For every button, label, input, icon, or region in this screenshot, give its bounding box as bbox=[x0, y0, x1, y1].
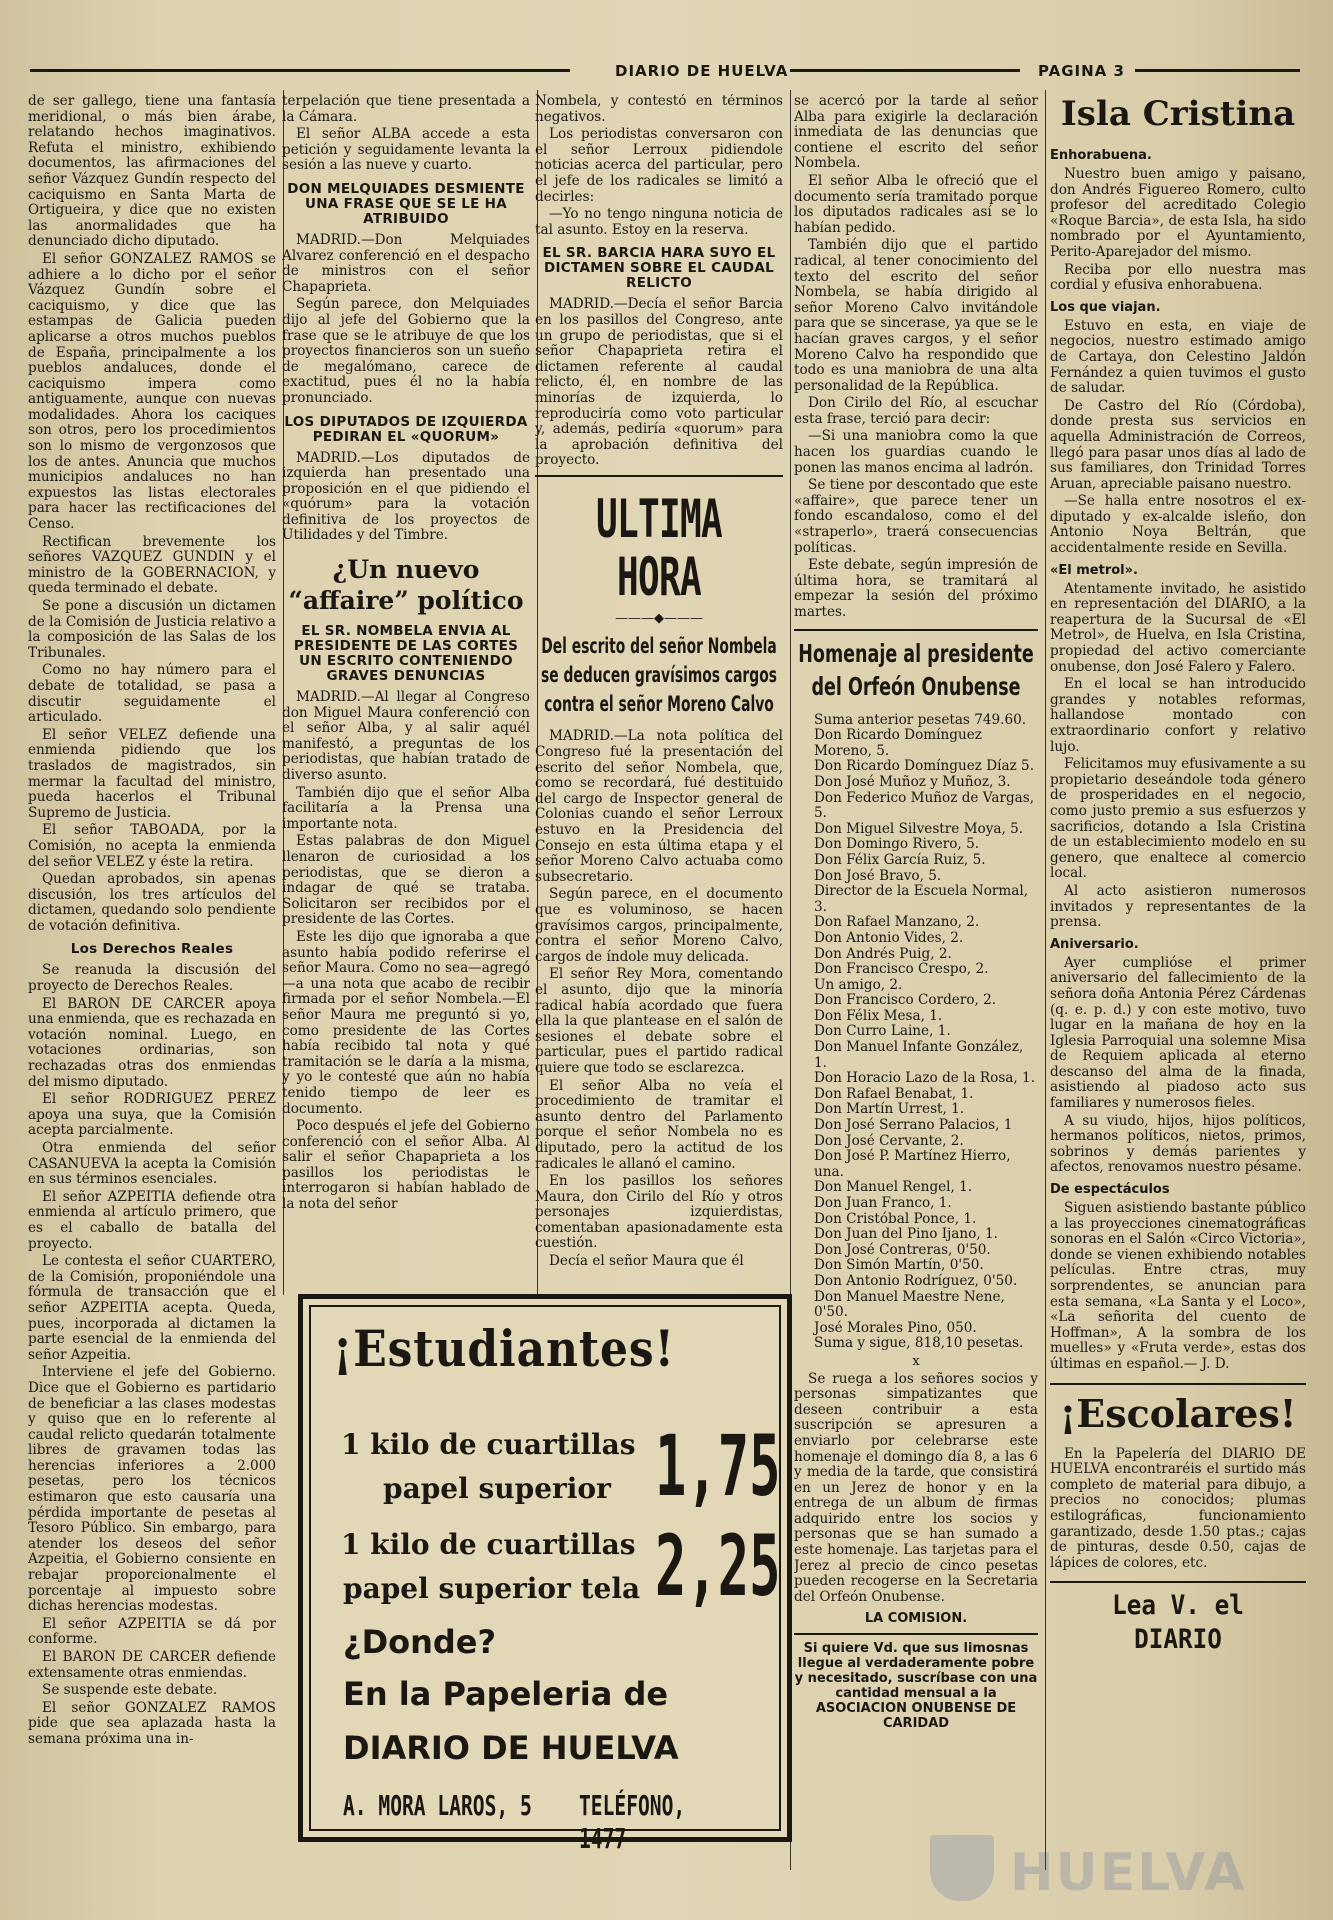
donor-line: Don Miguel Silvestre Moya, 5. bbox=[814, 820, 1024, 837]
donor-line: Don Manuel Rengel, 1. bbox=[814, 1179, 973, 1196]
col5-paragraph: Al acto asistieron numerosos invitados y representantes de la prensa. bbox=[1050, 882, 1306, 931]
col5-paragraph: De Castro del Río (Córdoba), donde presta sus servicios en aquella Administración de Correos, llegó para pasar unos días al lado de sus familiares, don Trinidad Torres Aruan, apreciable paisano nuestro. bbox=[1050, 397, 1306, 492]
donor-line: Don Martín Urrest, 1. bbox=[814, 1101, 965, 1118]
donor-line: Don Federico Muñoz de Vargas, 5. bbox=[814, 789, 1035, 822]
column-2 bbox=[282, 94, 530, 1289]
donor-line: Don Horacio Lazo de la Rosa, 1. bbox=[814, 1070, 1036, 1087]
ornament-divider: ———◆——— bbox=[615, 610, 703, 626]
section-title: Isla Cristina bbox=[1060, 94, 1296, 134]
col2-paragraph: Poco después el jefe del Gobierno conferenció con el señor Alba. Al salir el señor Chapaprieta a los pasillos los periodistas le interrogaron si habían hablado de la nota del señor bbox=[282, 1118, 530, 1213]
col1-paragraph: El señor AZPEITIA se dá por conforme. bbox=[28, 1615, 276, 1648]
col1-paragraph: Se pone a discusión un dictamen de la Comisión de Justicia relativo a la composición de las Salas de los Tribunales. bbox=[28, 598, 276, 661]
donor-line: Don Rafael Benabat, 1. bbox=[814, 1085, 974, 1102]
donor-line: Director de la Escuela Normal, 3. bbox=[814, 883, 1029, 915]
ad-where: ¿Donde? bbox=[343, 1623, 497, 1661]
col1-paragraph: Se suspende este debate. bbox=[42, 1682, 218, 1699]
col3-paragraph: Decía el señor Maura que él bbox=[549, 1253, 744, 1270]
col3-paragraph: Los periodistas conversaron con el señor Lerroux pidiendole noticias acerca del particular, pero el jefe de los radicales se limitó a decirles: bbox=[535, 126, 783, 205]
donor-line: Don Ricardo Domínguez Moreno, 5. bbox=[814, 727, 982, 759]
article-headline: Homenaje al presidente del Orfeón Onubense bbox=[798, 638, 1034, 701]
donor-line: Don José Bravo, 5. bbox=[814, 867, 942, 884]
shield-icon bbox=[930, 1835, 994, 1901]
ad-price-2: 2,25 bbox=[655, 1517, 781, 1615]
donor-line: Don José P. Martínez Hierro, una. bbox=[814, 1148, 1011, 1180]
col5-paragraph: Ayer cumplióse el primer aniversario del fallecimiento de la señora doña Antonia Pérez Cárdenas (q. e. p. d.) y con este motivo, tuvo lugar en la mañana de hoy en la Iglesia Parroquial una solemne Misa de Requiem aplicada al eterno descanso del alma de la finada, asistiendo al piadoso acto sus familiares y numerosos fieles. bbox=[1050, 954, 1306, 1112]
col1-paragraph: de ser gallego, tiene una fantasía meridional, o más bien árabe, relatando hechos imaginativos. Refuta el ministro, exhibiendo documentos, las afirmaciones del señor Vázquez Gundín respecto del caciquismo en Santa Marta de Ortigueira, y dice que no existen las anormalidades que ha denunciado dicho diputado. bbox=[28, 94, 276, 250]
donor-list bbox=[794, 713, 1038, 1352]
donor-line: Don José Serrano Palacios, 1 bbox=[814, 1117, 1013, 1134]
section-heading: Los que viajan. bbox=[1050, 299, 1161, 315]
donor-line: Don Manuel Infante González, 1. bbox=[814, 1039, 1024, 1071]
ad-phone: TELÉFONO, 1477 bbox=[579, 1789, 686, 1855]
col4-paragraph: Se ruega a los señores socios y personas simpatizantes que deseen contribuir a esta suscripción se apresuren a enviarlo por celebrarse este homenaje el domingo día 8, a las 6 y media de la tarde, que consistirá en un Jerez de honor y en la entrega de un album de firmas adquirido entre los socios y personas que se han sumado a este homenaje. Las tarjetas para el Jerez al precio de cinco pesetas pueden recogerse en la Secretaria del Orfeón Onubense. bbox=[794, 1370, 1038, 1605]
col1-paragraph: Quedan aprobados, sin apenas discusión, los tres artículos del dictamen, quedando solo pendiente de votación definitiva. bbox=[28, 871, 276, 934]
cross-mark: x bbox=[912, 1353, 920, 1369]
col5-paragraph: Felicitamos muy efusivamente a su propietario deseándole toda género de prosperidades en el negocio, como justo premio a sus esfuerzos y sacrificios, dotando a Isla Cristina de un establecimiento modelo en su genero, que enaltece al comercio local. bbox=[1050, 756, 1306, 882]
section-heading: De espectáculos bbox=[1050, 1182, 1170, 1198]
col1-paragraph: Interviene el jefe del Gobierno. Dice que el Gobierno es partidario de beneficiar a las clases modestas y quiso que en lo referente al caudal relicto quedarán totalmente libres de gravamen todas las herencias inferiores a 2.000 pesetas, pero los técnicos estimaron que esto causaría una pérdida importante de pesetas al Tesoro Público. Sin embargo, para atender los deseos del señor Azpeitia, el Gobierno consiente en rebajar proporcionalmente el porcentaje al impuesto sobre dichas herencias modestas. bbox=[28, 1364, 276, 1615]
col5-paragraph: Estuvo en esta, en viaje de negocios, nuestro estimado amigo de Cartaya, don Celestino Jaldón Fernández a quien tuvimos el gusto de saludar. bbox=[1050, 317, 1306, 397]
col4-paragraph: —Si una maniobra como la que hacen los guardias cuando le ponen las manos encima al ladrón. bbox=[794, 428, 1038, 476]
col3-paragraph: En los pasillos los señores Maura, don Cirilo del Río y otros personajes izquierdistas, comentaban apasionadamente esta cuestión. bbox=[535, 1173, 783, 1252]
donor-line: Don Antonio Vides, 2. bbox=[814, 929, 964, 946]
section-heading: DON MELQUIADES DESMIENTE UNA FRASE QUE SE LE HA ATRIBUIDO bbox=[287, 180, 525, 227]
col5-paragraph: —Se halla entre nosotros el ex-diputado y ex-alcalde isleño, don Antonio Noya Beltrán, que accidentalmente reside en Sevilla. bbox=[1050, 493, 1306, 557]
col3-paragraph: Según parece, en el documento que es voluminoso, se hacen gravísimos cargos, principalmente, contra el señor Moreno Calvo, cargos de índole muy delicada. bbox=[535, 886, 783, 965]
col1-paragraph: El señor VELEZ defiende una enmienda pidiendo que los traslados de magistrados, sin mermar la facultad del ministro, pueda hacerlos el Tribunal Supremo de Justicia. bbox=[28, 726, 276, 821]
col3-paragraph: —Yo no tengo ninguna noticia de tal asunto. Estoy en la reserva. bbox=[535, 206, 783, 238]
ad-place-2: DIARIO DE HUELVA bbox=[343, 1729, 679, 1767]
section-heading: Los Derechos Reales bbox=[70, 941, 234, 958]
ultima-hora-headline: ULTIMA HORA bbox=[595, 488, 723, 608]
donor-line: Don Félix Mesa, 1. bbox=[814, 1007, 943, 1024]
article-headline: ¿Un nuevo “affaire” político bbox=[288, 555, 524, 616]
page-header bbox=[30, 60, 1300, 80]
donor-line: Don Manuel Maestre Nene, 0'50. bbox=[814, 1288, 1005, 1321]
col4-paragraph: se acercó por la tarde al señor Alba para exigirle la declaración inmediata de las denuncias que contiene el escrito del señor Nombela. bbox=[794, 94, 1038, 172]
donor-line: Don Antonio Rodríguez, 0'50. bbox=[814, 1272, 1018, 1289]
donor-line: Don Curro Laine, 1. bbox=[814, 1023, 951, 1040]
donor-line: Suma anterior pesetas 749.60. bbox=[814, 711, 1027, 728]
col5-paragraph: En la Papelería del DIARIO DE HUELVA encontraréis el surtido más completo de material para dibujo, a precios no conocidos; plumas estilográficas, funcionamiento garantizado, desde 1.50 ptas.; cajas de pinturas, desde 0.50, cajas de lápices de colores, etc. bbox=[1050, 1445, 1306, 1571]
ad-item-1: 1 kilo de cuartillas bbox=[341, 1428, 636, 1461]
col3-paragraph: MADRID.—Decía el señor Barcia en los pasillos del Congreso, ante un grupo de periodistas, que si el señor Chapaprieta retira el dictamen referente al caudal relicto, él, en nombre de las minorías de izquierda, lo reproduciría como voto particular y, además, pediría «quorum» para la aprobación definitiva del proyecto. bbox=[535, 296, 783, 469]
col5-paragraph: Siguen asistiendo bastante público a las proyecciones cinematográficas sonoras en el Salón «Circo Victoria», donde se vienen exhibiendo notables películas. Entre ctras, muy sorprendentes, se anuncian para esta semana, «La Santa y el Loco», «La señorita del cuento de Hoffman», A la sombra de los muelles» y «Fruta verde», estas dos últimas en español.— J. D. bbox=[1050, 1200, 1306, 1372]
donor-line: Don José Cervante, 2. bbox=[814, 1132, 964, 1149]
col1-paragraph: El señor GONZALEZ RAMOS se adhiere a lo dicho por el señor Vázquez Gundín sobre el caciquismo, y dice que las estampas de Galicia pueden aplicarse a otros muchos pueblos de España, principalmente a los pueblos andaluces, donde el caciquismo impera como antiguamente, aunque con nuevas modalidades. Ahora los caciques son otros, pero los procedimientos son lo mismo de vergonzosos que los de antes. Anuncia que muchos municipios andaluces no han expuestos las listas electorales para hacer las rectificaciones del Censo. bbox=[28, 250, 276, 533]
ad-title: ¡Estudiantes! bbox=[333, 1319, 675, 1378]
column-5 bbox=[1050, 90, 1306, 1890]
watermark-text: HUELVA bbox=[1010, 1843, 1247, 1903]
col2-paragraph: MADRID.—Los diputados de izquierda han presentado una proposición en el que pidiendo el «quórum» para la votación definitiva de los proyectos de Utilidades y del Timbre. bbox=[282, 449, 530, 544]
column-4 bbox=[794, 94, 1038, 1884]
donor-line: José Morales Pino, 050. bbox=[814, 1319, 977, 1336]
masthead-title: DIARIO DE HUELVA bbox=[615, 62, 789, 80]
signature: LA COMISION. bbox=[864, 1611, 968, 1627]
donor-line: Don Andrés Puig, 2. bbox=[814, 945, 952, 962]
col1-paragraph: Se reanuda la discusión del proyecto de Derechos Reales. bbox=[28, 962, 276, 995]
donor-line: Don Simón Martín, 0'50. bbox=[814, 1257, 984, 1274]
ad-place-1: En la Papeleria de bbox=[343, 1675, 669, 1713]
section-heading: «El metrol». bbox=[1050, 562, 1138, 578]
donor-line: Don Juan del Pino Ijano, 1. bbox=[814, 1226, 998, 1243]
section-heading: LOS DIPUTADOS DE IZQUIERDA PEDIRAN EL «QUORUM» bbox=[284, 413, 528, 445]
col1-paragraph: Le contesta el señor CUARTERO, de la Comisión, proponiéndole una fórmula de transacción que el señor AZPEITIA acepta. Queda, pues, incorporada al dictamen la parte esencial de la enmienda del señor Azpeitia. bbox=[28, 1253, 276, 1363]
section-heading: EL SR. NOMBELA ENVIA AL PRESIDENTE DE LAS CORTES UN ESCRITO CONTENIENDO GRAVES DENUNCIAS bbox=[293, 623, 519, 685]
charity-notice: Si quiere Vd. que sus limosnas llegue al verdaderamente pobre y necesitado, suscríbase con una cantidad mensual a la ASOCIACION ONUBENSE DE CARIDAD bbox=[794, 1633, 1038, 1731]
section-heading: EL SR. BARCIA HARA SUYO EL DICTAMEN SOBRE EL CAUDAL RELICTO bbox=[542, 245, 776, 292]
donor-line: Don Rafael Manzano, 2. bbox=[814, 914, 980, 931]
col3-paragraph: El señor Alba no veía el procedimiento de tramitar el asunto dentro del Parlamento porque el señor Nombela no es diputado, pero la actitud de los radicales le allanó el camino. bbox=[535, 1077, 783, 1172]
col2-paragraph: Este les dijo que ignoraba a que asunto había podido referirse el señor Maura. Como no sea—agregó—a una nota que acabo de recibir firmada por el señor Nombela.—El señor Maura me preguntó si yo, como presidente de las Cortes había recibido tal nota y qué tramitación se le daría a la misma, y yo le contesté que aún no había tenido tiempo de leer es documento. bbox=[282, 928, 530, 1117]
col5-paragraph: A su viudo, hijos, hijos políticos, hermanos políticos, nietos, primos, sobrinos y demás parientes y afectos, renovamos nuestro pésame. bbox=[1050, 1112, 1306, 1176]
article-headline: Del escrito del señor Nombela se deducen gravísimos cargos contra el señor Moreno Calvo bbox=[541, 634, 777, 717]
read-diario-slogan: Lea V. el DIARIO bbox=[1112, 1590, 1244, 1656]
ad-item-2-detail: papel superior tela bbox=[343, 1572, 641, 1605]
donor-line: Don Juan Franco, 1. bbox=[814, 1195, 952, 1211]
col5-paragraph: Nuestro buen amigo y paisano, don Andrés Figuereo Romero, culto profesor del acreditado Colegio «Roque Barcia», de esta Isla, ha sido nombrado por el Ayuntamiento, Perito-Aparejador del mismo. bbox=[1050, 166, 1306, 260]
ad-price-1: 1,75 bbox=[655, 1417, 781, 1515]
page-number: PAGINA 3 bbox=[1038, 62, 1125, 80]
col1-paragraph: El BARON DE CARCER apoya una enmienda, que es rechazada en votación nominal. Luego, en votaciones ordinarias, son rechazadas otras dos enmiendas del mismo diputado. bbox=[28, 995, 276, 1090]
ad-item-2: 1 kilo de cuartillas bbox=[341, 1528, 636, 1561]
donor-line: Un amigo, 2. bbox=[814, 976, 903, 993]
col1-paragraph: El señor RODRIGUEZ PEREZ apoya una suya, que la Comisión acepta parcialmente. bbox=[28, 1091, 276, 1139]
col1-paragraph: Como no hay número para el debate de totalidad, se pasa a discutir seguidamente el articulado. bbox=[28, 662, 276, 726]
col4-paragraph: También dijo que el partido radical, al tener conocimiento del texto del escrito del señor Nombela, se había dirigido al señor Moreno Calvo invitándole para que se sincerase, ya que se le hacían graves cargos, y el señor Moreno Calvo ha respondido que todo es una maniobra de una alta personalidad de la República. bbox=[794, 237, 1038, 394]
section-heading: Aniversario. bbox=[1050, 936, 1139, 952]
col3-paragraph: Nombela, y contestó en términos negativos. bbox=[535, 94, 783, 125]
ad-headline: ¡Escolares! bbox=[1059, 1390, 1297, 1436]
donor-line: Don Francisco Crespo, 2. bbox=[814, 961, 989, 978]
stationery-advertisement bbox=[298, 1294, 792, 1855]
col4-paragraph: Se tiene por descontado que este «affaire», que parece tener un fondo escandaloso, como el del «straperlo», traerá consecuencias políticas. bbox=[794, 477, 1038, 556]
col1-paragraph: Rectifican brevemente los señores VAZQUEZ GUNDIN y el ministro de la GOBERNACION, y queda terminado el debate. bbox=[28, 533, 276, 597]
col2-paragraph: MADRID.—Al llegar al Congreso don Miguel Maura conferenció con el señor Alba, y al salir aquél manifestó, a preguntas de los periodistas, que habían tratado de diverso asunto. bbox=[282, 689, 530, 784]
col1-paragraph: Otra enmienda del señor CASANUEVA la acepta la Comisión en sus términos esenciales. bbox=[28, 1140, 276, 1188]
col1-paragraph: El señor AZPEITIA defiende otra enmienda al artículo primero, que es el caballo de batalla del proyecto. bbox=[28, 1188, 276, 1252]
donor-line: Don Domingo Rivero, 5. bbox=[814, 836, 980, 853]
col3-paragraph: MADRID.—La nota política del Congreso fué la presentación del escrito del señor Nombela, que, como se recordará, fué destituido del cargo de Inspector general de Colonias cuando el señor Lerroux estuvo en la Presidencia del Consejo en esta última etapa y el señor Moreno Calvo actuaba como subsecretario. bbox=[535, 728, 783, 885]
column-1 bbox=[28, 94, 276, 1884]
donor-line: Don José Contreras, 0'50. bbox=[814, 1241, 991, 1258]
col5-paragraph: Reciba por ello nuestra mas cordial y efusiva enhorabuena. bbox=[1050, 261, 1306, 294]
col5-paragraph: Atentamente invitado, he asistido en representación del DIARIO, a la reapertura de la Sucursal de «El Metrol», de Huelva, en Isla Cristina, propiedad del activo comerciante onubense, don José Falero y Falero. bbox=[1050, 580, 1306, 675]
col2-paragraph: También dijo que el señor Alba facilitaría a la Prensa una importante nota. bbox=[282, 784, 530, 832]
archive-watermark bbox=[930, 1835, 1260, 1905]
col1-paragraph: El señor TABOADA, por la Comisión, no acepta la enmienda del señor VELEZ y éste la retira. bbox=[28, 822, 276, 870]
col2-paragraph: terpelación que tiene presentada a la Cámara. bbox=[282, 94, 530, 125]
donor-line: Don Félix García Ruiz, 5. bbox=[814, 851, 986, 868]
ad-address: A. MORA LAROS, 5 bbox=[343, 1789, 532, 1822]
donor-line: Don Francisco Cordero, 2. bbox=[814, 992, 997, 1009]
donor-line: Don Ricardo Domínguez Díaz 5. bbox=[814, 758, 1035, 775]
col2-paragraph: Estas palabras de don Miguel llenaron de curiosidad a los periodistas, que se dieron a indagar de qué se trataba. Solicitaron ser recibidos por el presidente de las Cortes. bbox=[282, 833, 530, 928]
col4-paragraph: Don Cirilo del Río, al escuchar esta frase, terció para decir: bbox=[794, 395, 1038, 427]
col1-paragraph: El señor GONZALEZ RAMOS pide que sea aplazada hasta la semana próxima una in- bbox=[28, 1699, 276, 1747]
col1-paragraph: El BARON DE CARCER defiende extensamente otras enmiendas. bbox=[28, 1649, 276, 1681]
donor-line: Don José Muñoz y Muñoz, 3. bbox=[814, 773, 1011, 790]
col2-paragraph: Según parece, don Melquiades dijo al jefe del Gobierno que la frase que se le atribuye de que los proyectos financieros son un sueño de megalómano, carece de exactitud, pues él no la había pronunciado. bbox=[282, 296, 530, 406]
col3-paragraph: El señor Rey Mora, comentando el asunto, dijo que la minoría radical había acordado que fuera ella la que plantease en el salón de sesiones el debate sobre el particular, pues el partido radical quiere que todo se esclarezca. bbox=[535, 966, 783, 1076]
col4-paragraph: Este debate, según impresión de última hora, se tramitará al empezar la sesión del próximo martes. bbox=[794, 557, 1038, 620]
col5-paragraph: En el local se han introducido grandes y notables reformas, hallandose montado con extraordinario confort y relativo lujo. bbox=[1050, 676, 1306, 755]
section-heading: Enhorabuena. bbox=[1050, 148, 1152, 163]
ad-item-1-detail: papel superior bbox=[383, 1472, 611, 1505]
donor-line: Don Cristóbal Ponce, 1. bbox=[814, 1210, 977, 1227]
col2-paragraph: El señor ALBA accede a esta petición y seguidamente levanta la sesión a las nueve y cuarto. bbox=[282, 126, 530, 174]
col2-paragraph: MADRID.—Don Melquiades Alvarez conferenció en el despacho de ministros con el señor Chapaprieta. bbox=[282, 231, 530, 295]
col4-paragraph: El señor Alba le ofreció que el documento sería tramitado porque los diputados radicales así se lo habían pedido. bbox=[794, 172, 1038, 236]
donor-line: Suma y sigue, 818,10 pesetas. bbox=[814, 1335, 1024, 1352]
column-3 bbox=[535, 94, 783, 1289]
